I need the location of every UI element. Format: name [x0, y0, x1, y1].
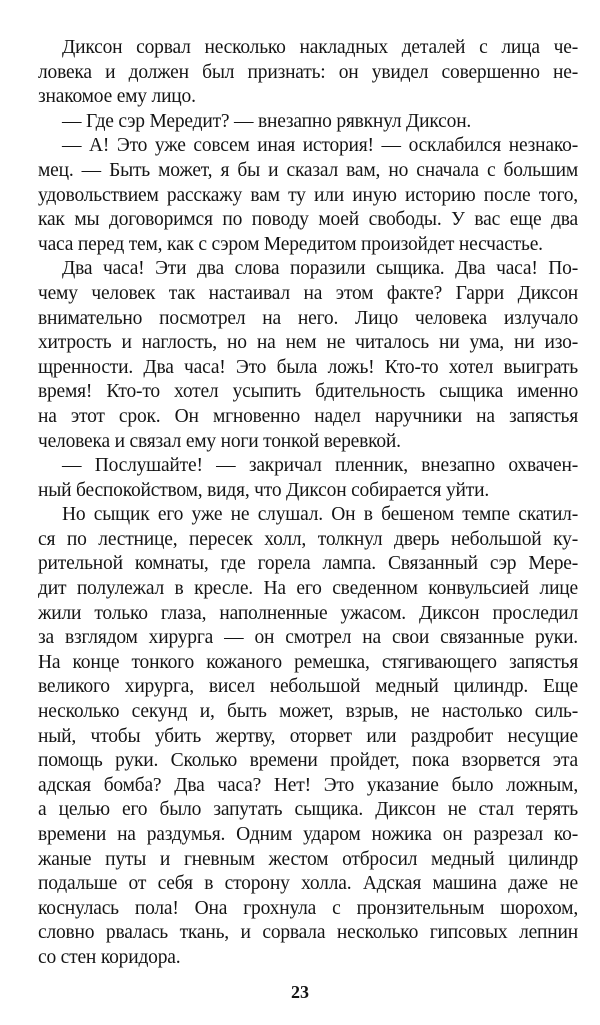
- text-line: помощь руки. Сколько времени пройдет, пока взорвется эта: [38, 750, 578, 772]
- text-line: На конце тонкого кожаного ремешка, стягивающего запястья: [38, 651, 578, 673]
- text-line: жили только глаза, наполненные ужасом. Диксон проследил: [38, 602, 578, 624]
- text-line: — Послушайте! — закричал пленник, внезапно охвачен-: [62, 455, 578, 477]
- text-line: а целью его было запутать сыщика. Диксон не стал терять: [38, 799, 578, 821]
- text-line: удовольствием расскажу вам ту или иную историю после того,: [38, 184, 578, 206]
- text-line: Но сыщик его уже не слушал. Он в бешеном темпе скатил-: [62, 504, 578, 526]
- text-line: великого хирурга, висел небольшой медный цилиндр. Еще: [38, 676, 578, 698]
- text-line: словно рвалась ткань, и сорвала несколько гипсовых лепнин: [38, 922, 578, 944]
- text-line: времени на раздумья. Одним ударом ножика он разрезал ко-: [38, 824, 578, 845]
- text-line: часа перед тем, как с сэром Мередитом произойдет несчастье.: [38, 233, 543, 255]
- text-line: на этот срок. Он мгновенно надел наручники на запястья: [38, 405, 578, 427]
- paragraph: [38, 503, 578, 970]
- page-number: 23: [291, 982, 309, 1002]
- text-line: время! Кто-то хотел усыпить бдительность сыщика именно: [38, 381, 578, 403]
- text-line: щренности. Два часа! Это была ложь! Кто-то хотел выиграть: [38, 356, 578, 378]
- text-line: ный, чтобы убить жертву, оторвет или раздробит несущие: [38, 725, 578, 747]
- text-line: ловека и должен был признать: он увидел совершенно не-: [38, 61, 578, 83]
- text-line: жаные путы и гневным жестом отбросил медный цилиндр: [38, 848, 578, 870]
- paragraph: [38, 134, 578, 257]
- text-line: за взглядом хирурга — он смотрел на свои связанные руки.: [38, 627, 578, 649]
- text-line: внимательно посмотрел на него. Лицо человека излучало: [38, 307, 578, 329]
- text-line: ся по лестнице, пересек холл, толкнул дверь небольшой ку-: [38, 528, 578, 550]
- text-line: адская бомба? Два часа? Нет! Это указание было ложным,: [38, 774, 578, 796]
- text-line: Диксон сорвал несколько накладных деталей с лица че-: [62, 37, 578, 58]
- text-line: несколько секунд и, быть может, взрыв, не настолько силь-: [38, 701, 578, 723]
- text-line: знакомое ему лицо.: [38, 86, 196, 108]
- paragraph: [38, 36, 578, 110]
- text-line: со стен коридора.: [38, 946, 181, 968]
- text-line: рительной комнаты, где горела лампа. Связанный сэр Мере-: [38, 553, 578, 575]
- text-line: хитрость и наглость, но на нем не читалось ни ума, ни изо-: [38, 332, 578, 354]
- text-line: коснулась пола! Она грохнула с пронзительным шорохом,: [38, 897, 578, 919]
- page-body-text: [38, 36, 578, 971]
- text-line: как мы договоримся по поводу моей свободы. У вас еще два: [38, 209, 578, 231]
- paragraph: [38, 454, 578, 503]
- text-line: — А! Это уже совсем иная история! — осклабился незнако-: [62, 135, 578, 157]
- text-line: чему человек так настаивал на этом факте? Гарри Диксон: [38, 282, 578, 304]
- paragraph: [38, 110, 578, 135]
- text-line: — Где сэр Мередит? — внезапно рявкнул Диксон.: [62, 110, 472, 132]
- paragraph: [38, 257, 578, 454]
- text-line: ный беспокойством, видя, что Диксон собирается уйти.: [38, 479, 490, 501]
- text-line: мец. — Быть может, я бы и сказал вам, но сначала с большим: [38, 159, 578, 181]
- text-line: человека и связал ему ноги тонкой веревкой.: [38, 430, 401, 452]
- text-line: подальше от себя в сторону холла. Адская машина даже не: [38, 873, 578, 895]
- text-line: Два часа! Эти два слова поразили сыщика. Два часа! По-: [62, 258, 578, 280]
- text-line: дит полулежал в кресле. На его сведенном конвульсией лице: [38, 578, 578, 600]
